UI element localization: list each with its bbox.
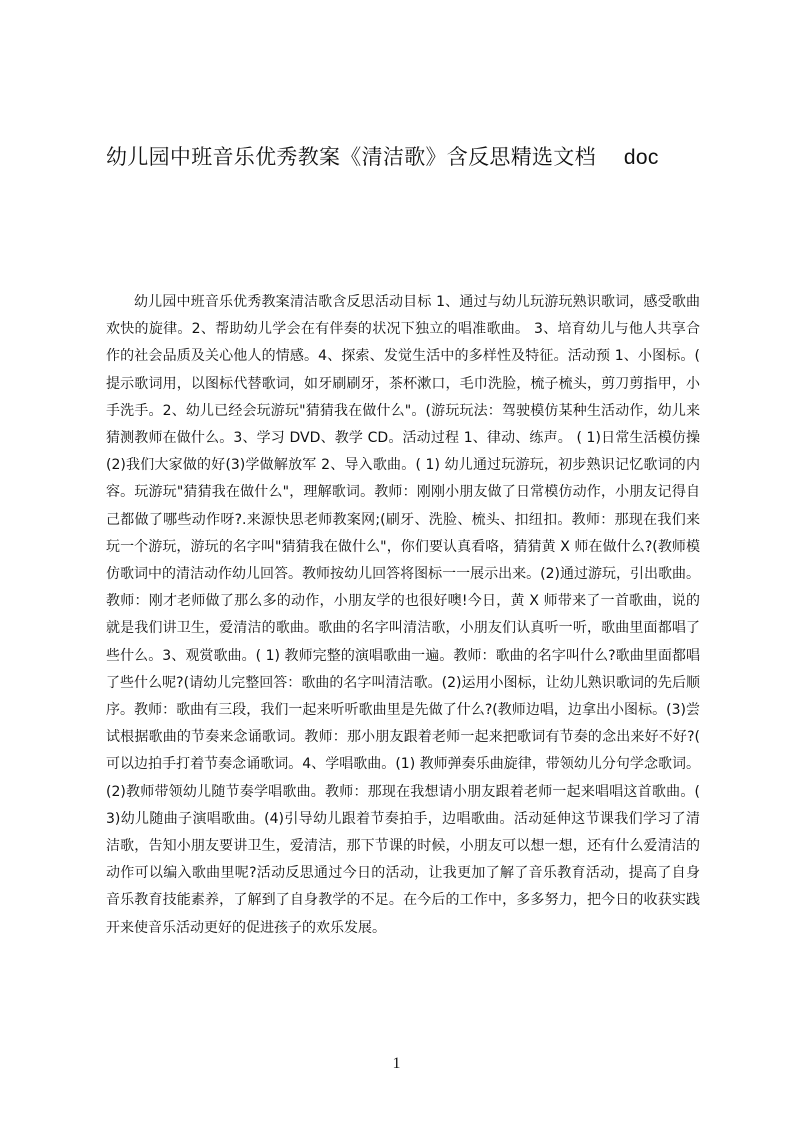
page-number: 1 [392,1055,401,1072]
body-paragraph: 幼儿园中班音乐优秀教案清洁歌含反思活动目标 1、通过与幼儿玩游玩熟识歌词，感受歌曲欢快的旋律。2、帮助幼儿学会在有伴奏的状况下独立的唱准歌曲。 3、培育幼儿与他人共享合作的社会品质及关心他人的情感。4、探索、发觉生活中的多样性及特征。活动预 1、小图标。(提示歌词用，以图标代替歌词，如牙刷刷牙，茶杯漱口，毛巾洗脸，梳子梳头，剪刀剪指甲，小手洗手。2、幼儿已经会玩游玩"猜猜我在做什么"。(游玩玩法：驾驶模仿某种生活动作，幼儿来猜测教师在做什么。3、学习 DVD、教学 CD。活动过程 1、律动、练声。 ( 1)日常生活模仿操 (2)我们大家做的好(3)学做解放军 2、导入歌曲。( 1) 幼儿通过玩游玩，初步熟识记忆歌词的内容。玩游玩"猜猜我在做什么"，理解歌词。教师：刚刚小朋友做了日常模仿动作，小朋友记得自己都做了哪些动作呀?.来源快思老师教案网;(刷牙、洗脸、梳头、扣纽扣。教师：那现在我们来玩一个游玩，游玩的名字叫"猜猜我在做什么"，你们要认真看咯，猜猜黄 X 师在做什么?(教师模仿歌词中的清洁动作幼儿回答。教师按幼儿回答将图标一一展示出来。(2)通过游玩，引出歌曲。教师：刚才老师做了那么多的动作，小朋友学的也很好噢!今日，黄 X 师带来了一首歌曲，说的就是我们讲卫生，爱清洁的歌曲。歌曲的名字叫清洁歌，小朋友们认真听一听，歌曲里面都唱了些什么。3、观赏歌曲。( 1) 教师完整的演唱歌曲一遍。教师：歌曲的名字叫什么?歌曲里面都唱了些什么呢?(请幼儿完整回答：歌曲的名字叫清洁歌。(2)运用小图标，让幼儿熟识歌词的先后顺序。教师：歌曲有三段，我们一起来听听歌曲里是先做了什么?(教师边唱，边拿出小图标。(3)尝试根据歌曲的节奏来念诵歌词。教师：那小朋友跟着老师一起来把歌词有节奏的念出来好不好?(可以边拍手打着节奏念诵歌词。4、学唱歌曲。(1) 教师弹奏乐曲旋律，带领幼儿分句学念歌词。(2)教师带领幼儿随节奏学唱歌曲。教师：那现在我想请小朋友跟着老师一起来唱唱这首歌曲。(3)幼儿随曲子演唱歌曲。(4)引导幼儿跟着节奏拍手，边唱歌曲。活动延伸这节课我们学习了清洁歌，告知小朋友要讲卫生，爱清洁，那下节课的时候，小朋友可以想一想，还有什么爱清洁的动作可以编入歌曲里呢?活动反思通过今日的活动，让我更加了解了音乐教育活动，提高了自身音乐教育技能素养，了解到了自身教学的不足。在今后的工作中，多多努力，把今日的收获实践开来使音乐活动更好的促进孩子的欢乐发展。 [106,294,700,936]
title-suffix: doc [623,146,659,169]
title-text: 幼儿园中班音乐优秀教案《清洁歌》含反思精选文档 [106,145,596,169]
document-title [106,143,706,172]
